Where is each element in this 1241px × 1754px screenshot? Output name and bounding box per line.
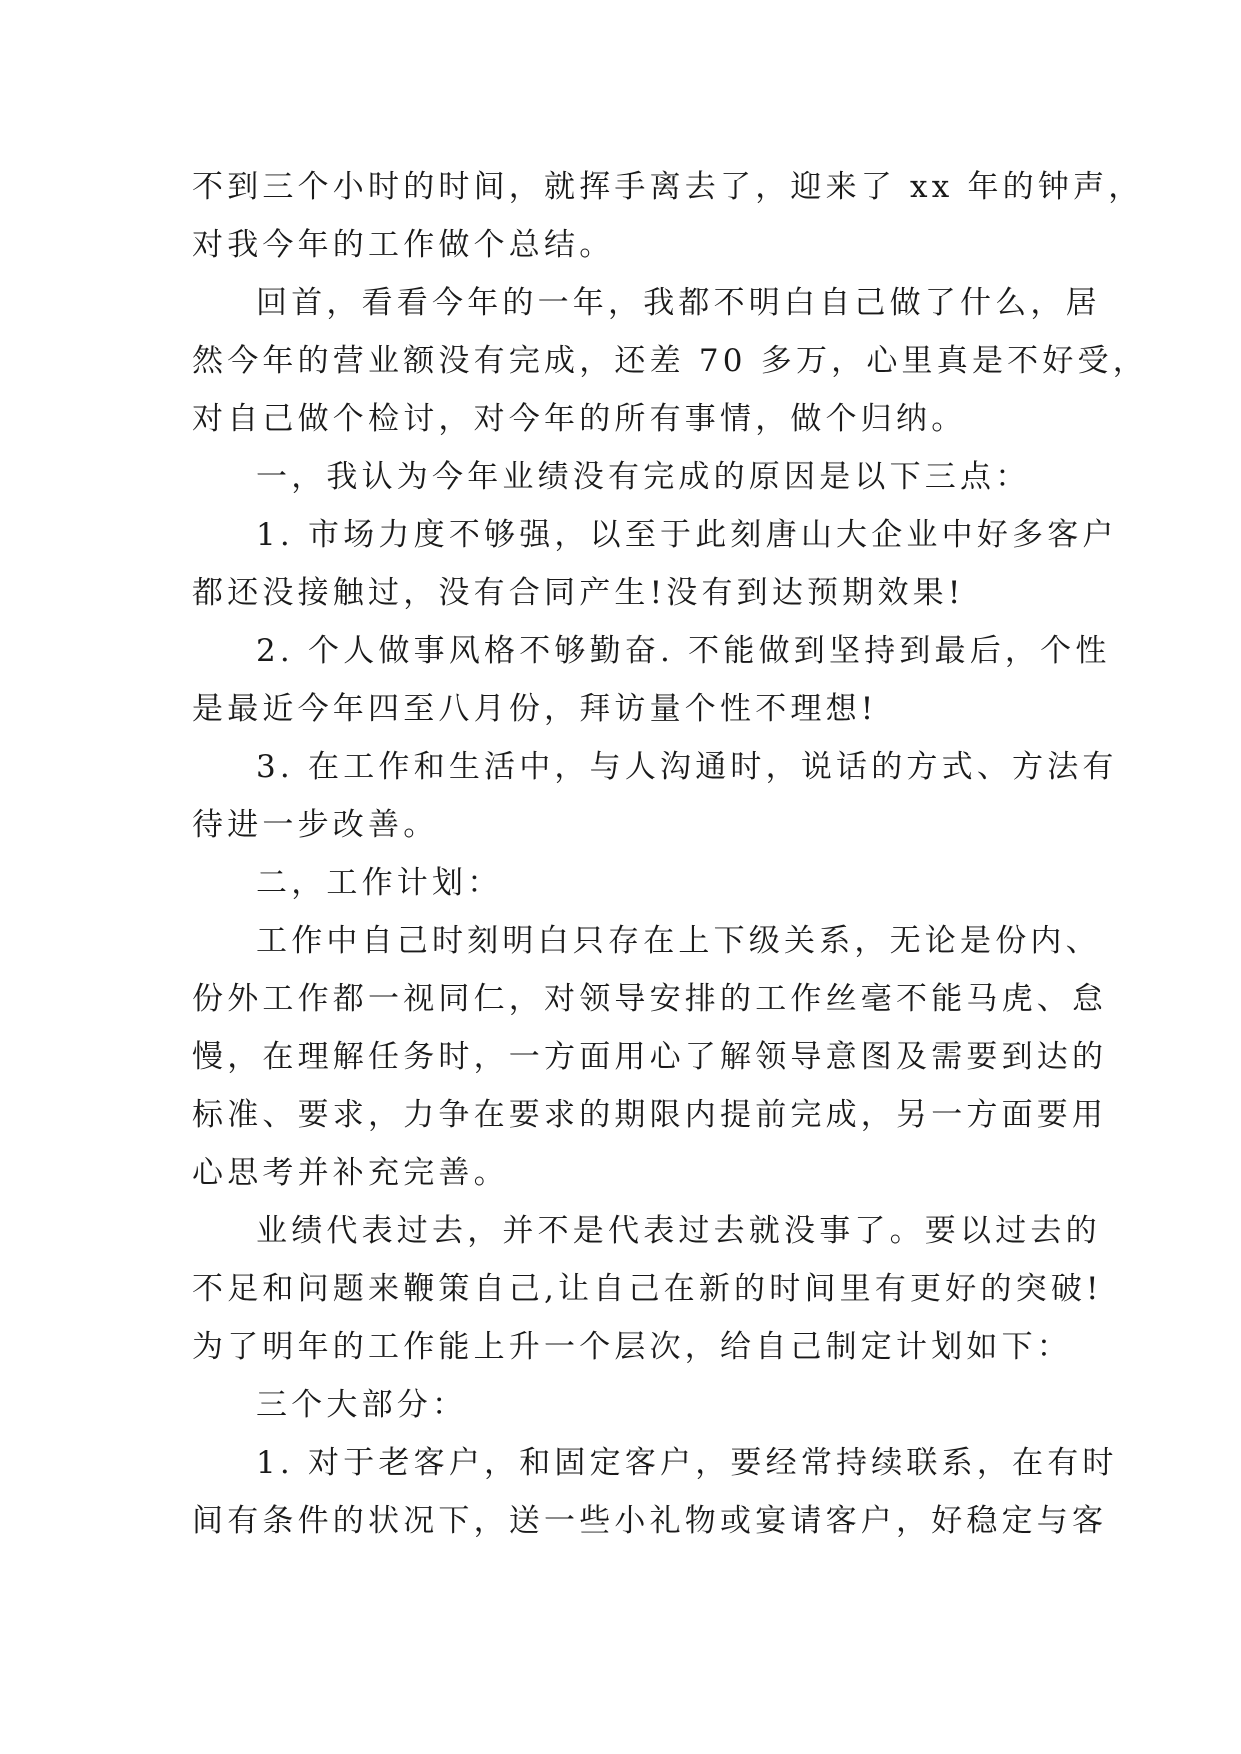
- text-line: 1. 对于老客户，和固定客户，要经常持续联系，在有时: [256, 1445, 1118, 1481]
- text-line: 待进一步改善。: [192, 807, 439, 843]
- document-body-text: [192, 158, 1148, 1550]
- text-line: 不到三个小时的时间，就挥手离去了，迎来了 xx 年的钟声，: [192, 169, 1144, 205]
- text-line: 一，我认为今年业绩没有完成的原因是以下三点：: [256, 459, 1031, 495]
- text-line: 2. 个人做事风格不够勤奋. 不能做到坚持到最后，个性: [256, 633, 1111, 669]
- text-line: 间有条件的状况下，送一些小礼物或宴请客户，好稳定与客: [192, 1503, 1108, 1539]
- text-line: 三个大部分：: [256, 1387, 468, 1423]
- text-line: 1. 市场力度不够强，以至于此刻唐山大企业中好多客户: [256, 517, 1118, 553]
- text-line: 是最近今年四至八月份，拜访量个性不理想!: [192, 691, 878, 727]
- text-line: 然今年的营业额没有完成，还差 70 多万，心里真是不好受，: [192, 343, 1148, 379]
- text-line: 都还没接触过，没有合同产生!没有到达预期效果!: [192, 575, 965, 611]
- text-line: 对自己做个检讨，对今年的所有事情，做个归纳。: [192, 401, 967, 437]
- text-line: 不足和问题来鞭策自己,让自己在新的时间里有更好的突破!: [192, 1271, 1103, 1307]
- text-line: 对我今年的工作做个总结。: [192, 227, 615, 263]
- text-line: 回首，看看今年的一年，我都不明白自己做了什么，居: [256, 285, 1101, 321]
- text-line: 业绩代表过去，并不是代表过去就没事了。要以过去的: [256, 1213, 1101, 1249]
- text-line: 心思考并补充完善。: [192, 1155, 509, 1191]
- text-line: 慢，在理解任务时，一方面用心了解领导意图及需要到达的: [192, 1039, 1108, 1075]
- text-line: 为了明年的工作能上升一个层次，给自己制定计划如下：: [192, 1329, 1072, 1365]
- text-line: 二，工作计划：: [256, 865, 503, 901]
- text-line: 标准、要求，力争在要求的期限内提前完成，另一方面要用: [192, 1097, 1108, 1133]
- text-line: 3. 在工作和生活中，与人沟通时，说话的方式、方法有: [256, 749, 1118, 785]
- text-line: 份外工作都一视同仁，对领导安排的工作丝毫不能马虎、怠: [192, 981, 1108, 1017]
- text-line: 工作中自己时刻明白只存在上下级关系，无论是份内、: [256, 923, 1101, 959]
